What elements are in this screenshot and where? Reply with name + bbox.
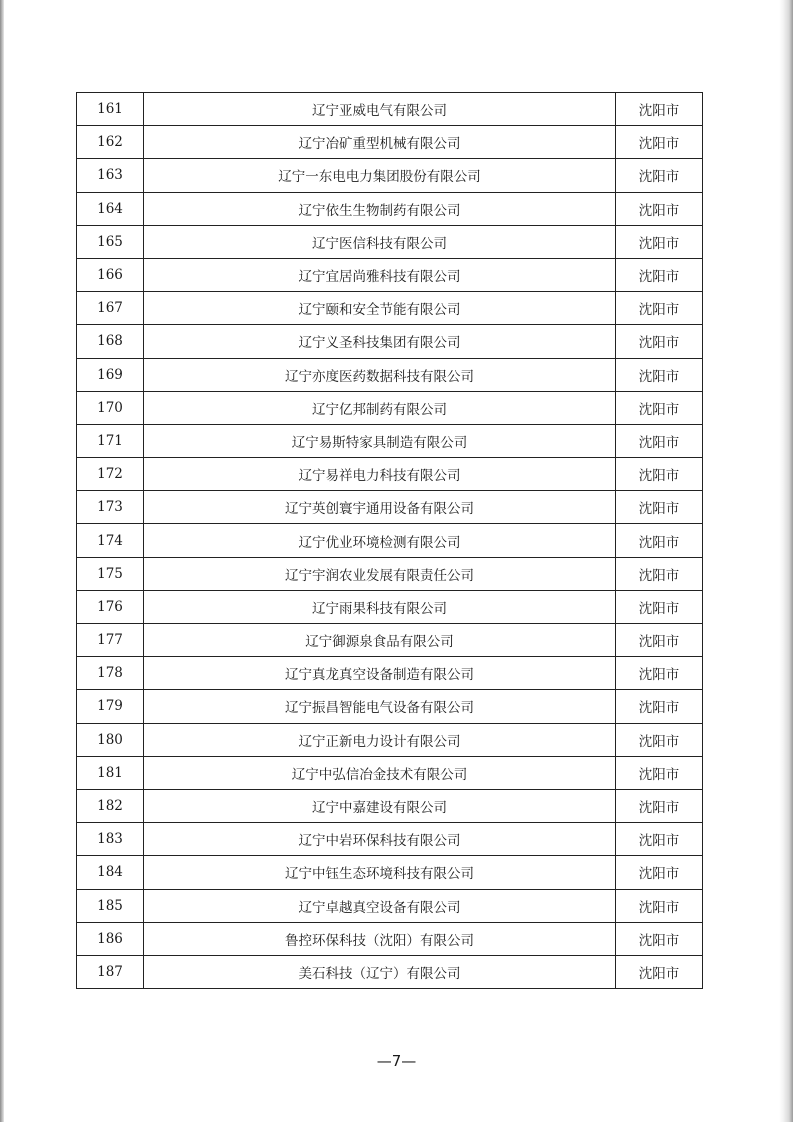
table-row [77,424,703,457]
company-name-cell: 辽宁医信科技有限公司 [144,225,616,258]
company-name-cell: 辽宁颐和安全节能有限公司 [144,292,616,325]
company-name-cell: 辽宁英创寰宇通用设备有限公司 [144,491,616,524]
scan-edge-right [779,0,793,1122]
city-cell: 沈阳市 [616,524,703,557]
city-cell: 沈阳市 [616,358,703,391]
table-row [77,458,703,491]
company-name-cell: 辽宁易祥电力科技有限公司 [144,458,616,491]
city-cell: 沈阳市 [616,424,703,457]
city-cell: 沈阳市 [616,292,703,325]
city-cell: 沈阳市 [616,823,703,856]
city-cell: 沈阳市 [616,723,703,756]
table-row [77,922,703,955]
table-row [77,491,703,524]
row-number-cell: 183 [77,823,144,856]
table-row [77,823,703,856]
city-cell: 沈阳市 [616,624,703,657]
row-number-cell: 165 [77,225,144,258]
row-number-cell: 172 [77,458,144,491]
row-number-cell: 176 [77,590,144,623]
city-cell: 沈阳市 [616,391,703,424]
city-cell: 沈阳市 [616,192,703,225]
company-name-cell: 辽宁易斯特家具制造有限公司 [144,424,616,457]
row-number-cell: 185 [77,889,144,922]
table-row [77,590,703,623]
row-number-cell: 174 [77,524,144,557]
company-name-cell: 辽宁亚威电气有限公司 [144,93,616,126]
company-name-cell: 辽宁亦度医药数据科技有限公司 [144,358,616,391]
city-cell: 沈阳市 [616,756,703,789]
city-cell: 沈阳市 [616,491,703,524]
city-cell: 沈阳市 [616,458,703,491]
table-row [77,126,703,159]
table-row [77,657,703,690]
table-row [77,258,703,291]
table-row [77,889,703,922]
table-row [77,723,703,756]
row-number-cell: 181 [77,756,144,789]
company-list-body [77,93,703,989]
row-number-cell: 186 [77,922,144,955]
table-row [77,955,703,988]
company-name-cell: 辽宁正新电力设计有限公司 [144,723,616,756]
row-number-cell: 169 [77,358,144,391]
table-row [77,391,703,424]
city-cell: 沈阳市 [616,590,703,623]
city-cell: 沈阳市 [616,126,703,159]
row-number-cell: 164 [77,192,144,225]
city-cell: 沈阳市 [616,557,703,590]
company-name-cell: 辽宁亿邦制药有限公司 [144,391,616,424]
company-name-cell: 鲁控环保科技（沈阳）有限公司 [144,922,616,955]
table-row [77,192,703,225]
city-cell: 沈阳市 [616,325,703,358]
company-name-cell: 辽宁真龙真空设备制造有限公司 [144,657,616,690]
scan-edge-left [0,0,4,1122]
city-cell: 沈阳市 [616,889,703,922]
company-name-cell: 辽宁御源泉食品有限公司 [144,624,616,657]
table-row [77,624,703,657]
company-name-cell: 辽宁依生生物制药有限公司 [144,192,616,225]
city-cell: 沈阳市 [616,657,703,690]
company-name-cell: 辽宁冶矿重型机械有限公司 [144,126,616,159]
company-name-cell: 辽宁一东电电力集团股份有限公司 [144,159,616,192]
company-name-cell: 辽宁宇润农业发展有限责任公司 [144,557,616,590]
row-number-cell: 182 [77,789,144,822]
table-row [77,789,703,822]
table-row [77,93,703,126]
row-number-cell: 163 [77,159,144,192]
row-number-cell: 180 [77,723,144,756]
row-number-cell: 175 [77,557,144,590]
table-row [77,159,703,192]
page-number: —7— [376,1052,417,1070]
city-cell: 沈阳市 [616,690,703,723]
company-name-cell: 辽宁雨果科技有限公司 [144,590,616,623]
company-name-cell: 辽宁宜居尚雅科技有限公司 [144,258,616,291]
company-name-cell: 辽宁卓越真空设备有限公司 [144,889,616,922]
company-name-cell: 辽宁中嘉建设有限公司 [144,789,616,822]
city-cell: 沈阳市 [616,789,703,822]
row-number-cell: 167 [77,292,144,325]
city-cell: 沈阳市 [616,922,703,955]
company-name-cell: 辽宁中岩环保科技有限公司 [144,823,616,856]
table-row [77,325,703,358]
table-row [77,358,703,391]
city-cell: 沈阳市 [616,856,703,889]
row-number-cell: 187 [77,955,144,988]
city-cell: 沈阳市 [616,93,703,126]
row-number-cell: 184 [77,856,144,889]
row-number-cell: 170 [77,391,144,424]
table-row [77,524,703,557]
company-name-cell: 辽宁中钰生态环境科技有限公司 [144,856,616,889]
company-name-cell: 辽宁振昌智能电气设备有限公司 [144,690,616,723]
row-number-cell: 161 [77,93,144,126]
city-cell: 沈阳市 [616,225,703,258]
table-row [77,557,703,590]
row-number-cell: 162 [77,126,144,159]
table-row [77,856,703,889]
row-number-cell: 179 [77,690,144,723]
table-row [77,292,703,325]
company-list-table [76,92,703,989]
city-cell: 沈阳市 [616,258,703,291]
company-name-cell: 辽宁中弘信冶金技术有限公司 [144,756,616,789]
row-number-cell: 178 [77,657,144,690]
company-name-cell: 辽宁优业环境检测有限公司 [144,524,616,557]
table-row [77,225,703,258]
row-number-cell: 173 [77,491,144,524]
company-name-cell: 美石科技（辽宁）有限公司 [144,955,616,988]
city-cell: 沈阳市 [616,955,703,988]
company-name-cell: 辽宁义圣科技集团有限公司 [144,325,616,358]
table-row [77,756,703,789]
row-number-cell: 166 [77,258,144,291]
table-row [77,690,703,723]
row-number-cell: 168 [77,325,144,358]
city-cell: 沈阳市 [616,159,703,192]
row-number-cell: 171 [77,424,144,457]
row-number-cell: 177 [77,624,144,657]
